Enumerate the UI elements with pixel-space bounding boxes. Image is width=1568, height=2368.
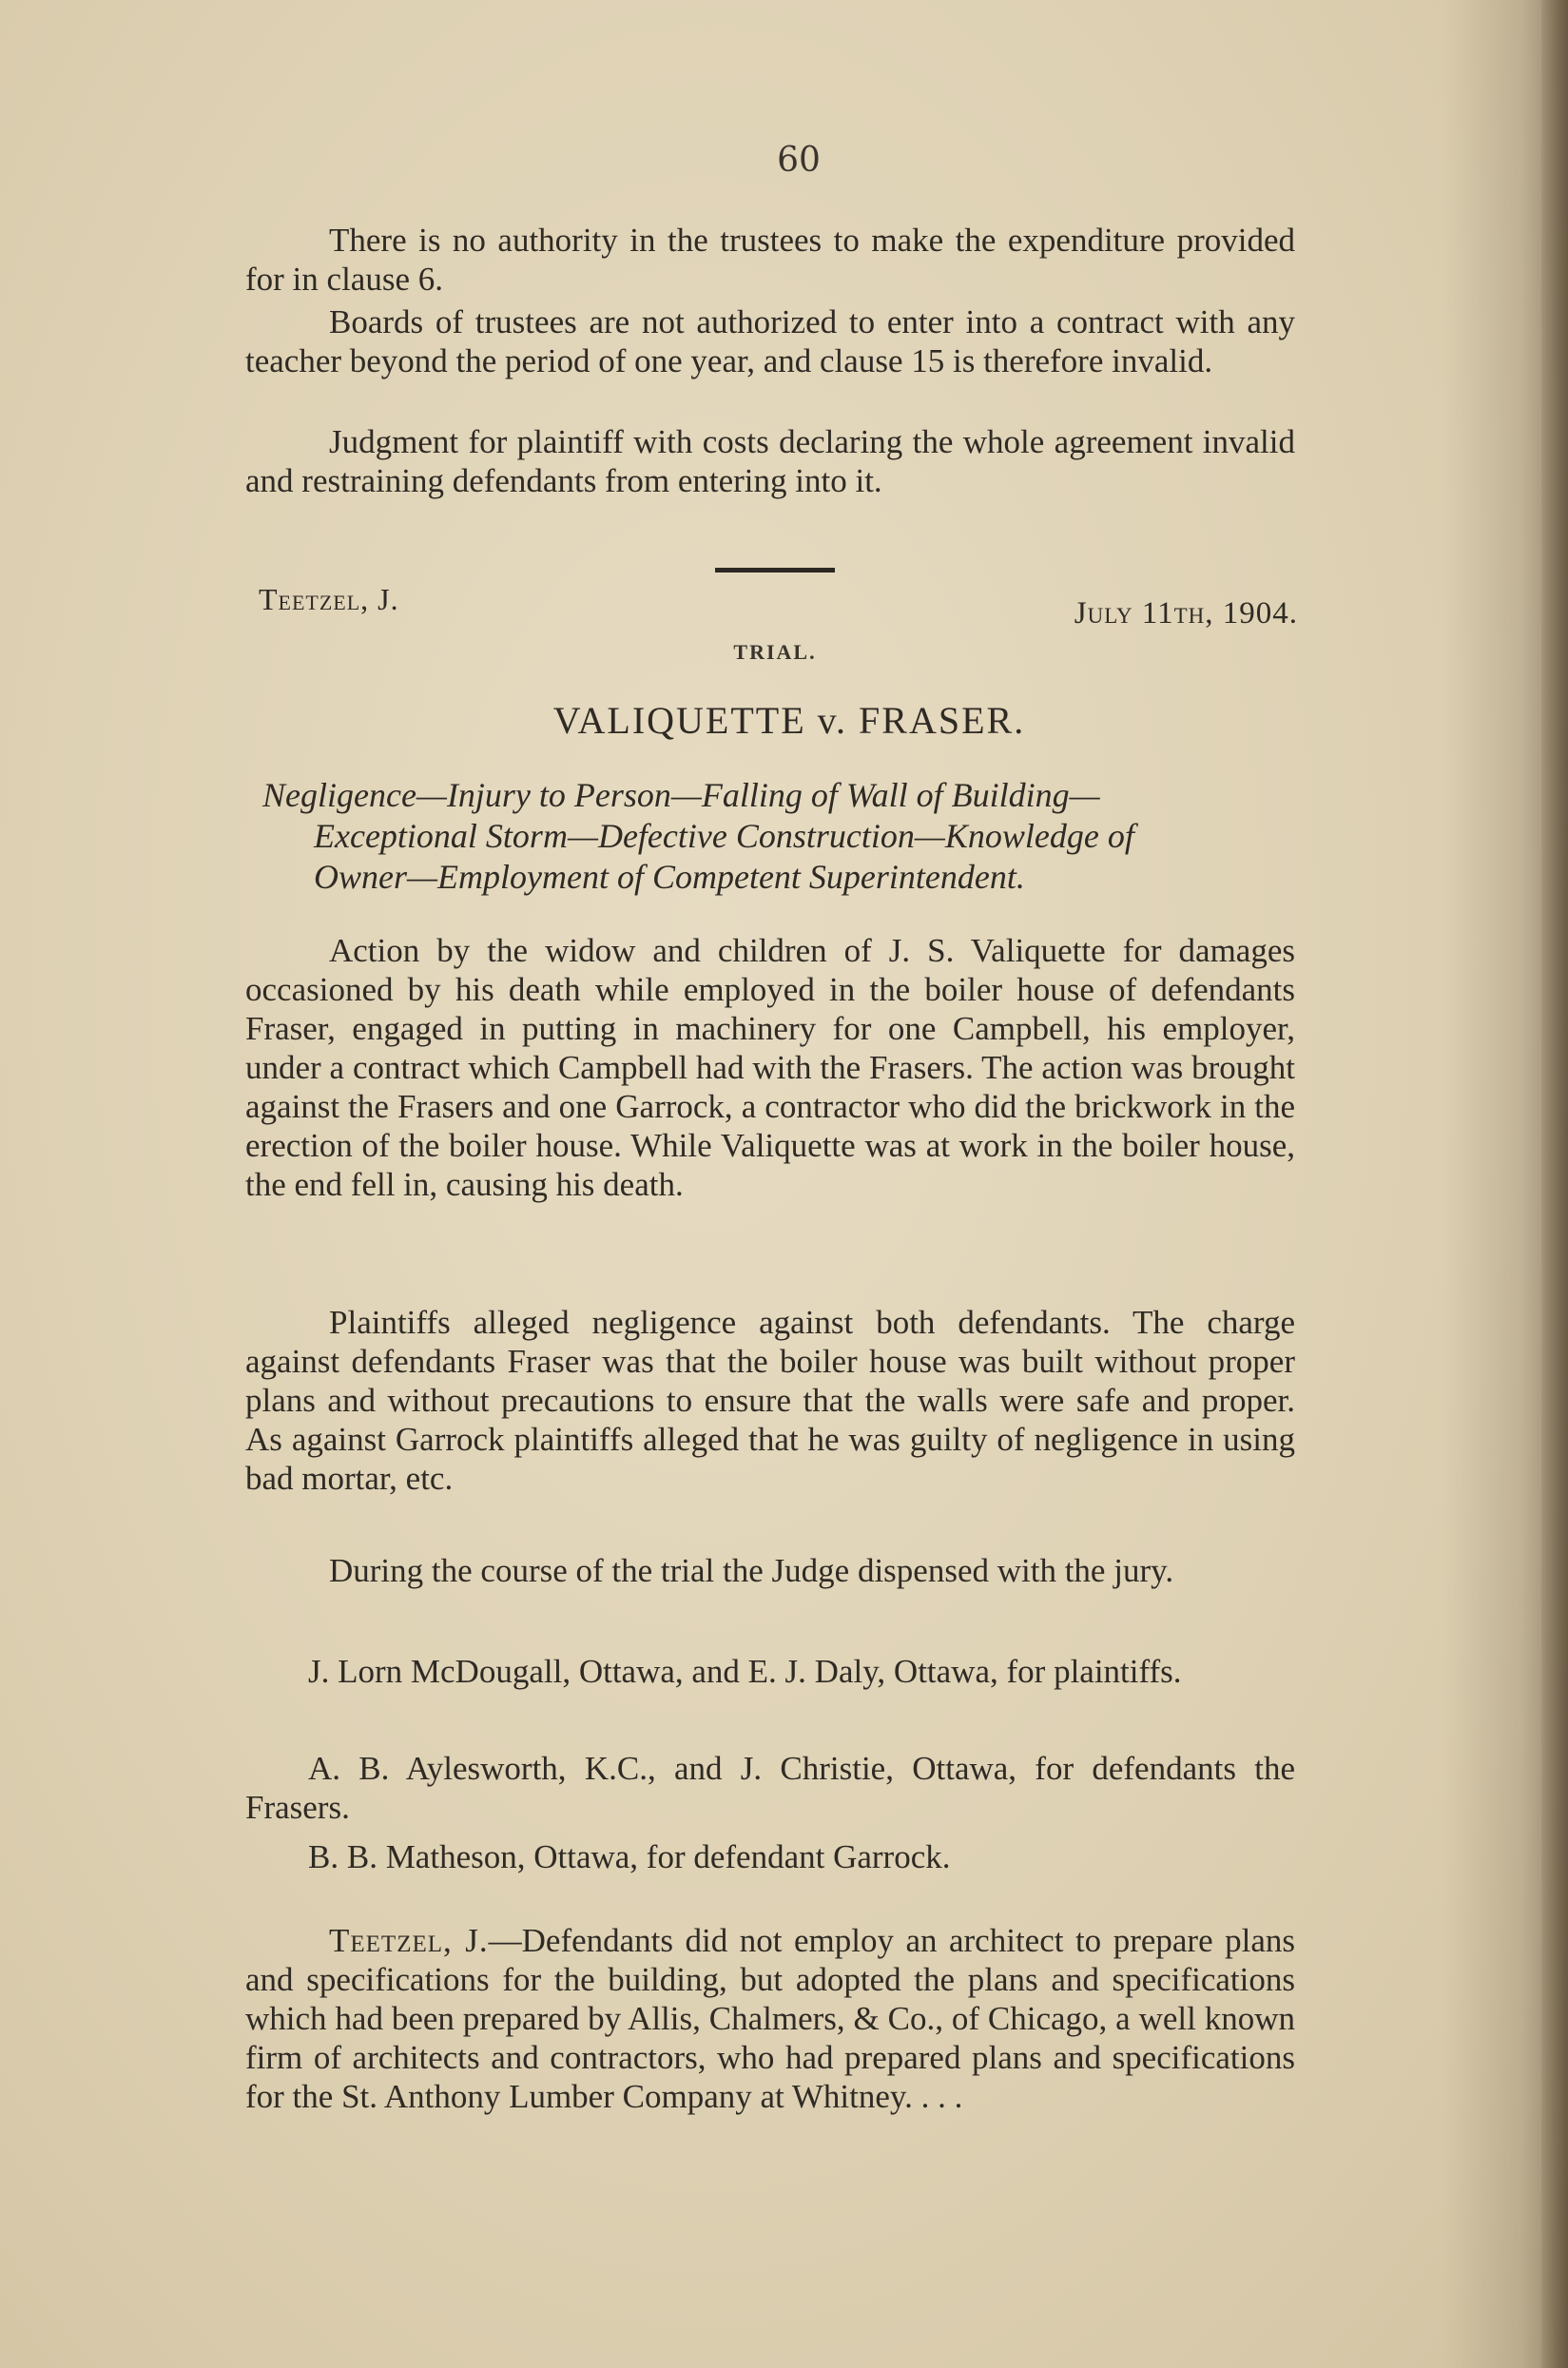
counsel-frasers: A. B. Aylesworth, K.C., and J. Christie, Ottawa, for defendants the Frasers.	[245, 1750, 1295, 1826]
page-edge-shadow	[1541, 0, 1568, 2368]
judgment-paragraph	[245, 1921, 1295, 2116]
allegations-paragraph: Plaintiffs alleged negligence against both defendants. The charge against defendants Fraser was that the boiler house was built without proper plans and without precautions to ensure that the walls were safe and proper. As against Garrock plaintiffs alleged that he was guilty of negligence in using bad mortar, etc.	[245, 1304, 1295, 1497]
decision-date: July 11th, 1904.	[1074, 596, 1298, 631]
opening-paragraph-2: Boards of trustees are not authorized to enter into a contract with any teacher beyond the period of one year, and clause 15 is therefore invalid.	[245, 303, 1295, 379]
trial-label: TRIAL.	[733, 640, 817, 664]
section-divider	[715, 568, 835, 573]
opening-paragraph-3: Judgment for plaintiff with costs declaring the whole agreement invalid and restraining defendants from entering into it.	[245, 423, 1295, 499]
headnote	[262, 775, 1299, 898]
counsel-garrock: B. B. Matheson, Ottawa, for defendant Garrock.	[308, 1838, 951, 1875]
judgment-judge-name: Teetzel, J.	[329, 1922, 489, 1959]
counsel-plaintiffs: J. Lorn McDougall, Ottawa, and E. J. Daly, Ottawa, for plaintiffs.	[308, 1653, 1182, 1690]
judge-name: Teetzel, J.	[259, 582, 399, 616]
case-title: VALIQUETTE v. FRASER.	[552, 699, 1026, 742]
jury-paragraph: During the course of the trial the Judge dispensed with the jury.	[329, 1552, 1174, 1589]
page-number: 60	[777, 141, 821, 180]
headnote-line-1: Negligence—Injury to Person—Falling of Wall of Building—	[262, 776, 1100, 814]
headnote-line-3: Owner—Employment of Competent Superintendent.	[314, 858, 1025, 896]
judgment-text: —Defendants did not employ an architect to prepare plans and specifications for the building, but adopted the plans and specifications which had been prepared by Allis, Chalmers, & Co., of Chicago, a well known firm of architects and contractors, who had prepared plans and specifications for the St. Anthony Lumber Company at Whitney. . . .	[245, 1922, 1295, 2115]
opening-paragraph-1: There is no authority in the trustees to make the expenditure provided for in clause 6.	[245, 222, 1295, 298]
headnote-line-2: Exceptional Storm—Defective Construction—Knowledge of	[314, 817, 1134, 855]
facts-paragraph: Action by the widow and children of J. S. Valiquette for damages occasioned by his death while employed in the boiler house of defendants Fraser, engaged in putting in machinery for one Campbell, his employer, under a contract which Campbell had with the Frasers. The action was brought against the Frasers and one Garrock, a contractor who did the brickwork in the erection of the boiler house. While Valiquette was at work in the boiler house, the end fell in, causing his death.	[245, 932, 1295, 1203]
